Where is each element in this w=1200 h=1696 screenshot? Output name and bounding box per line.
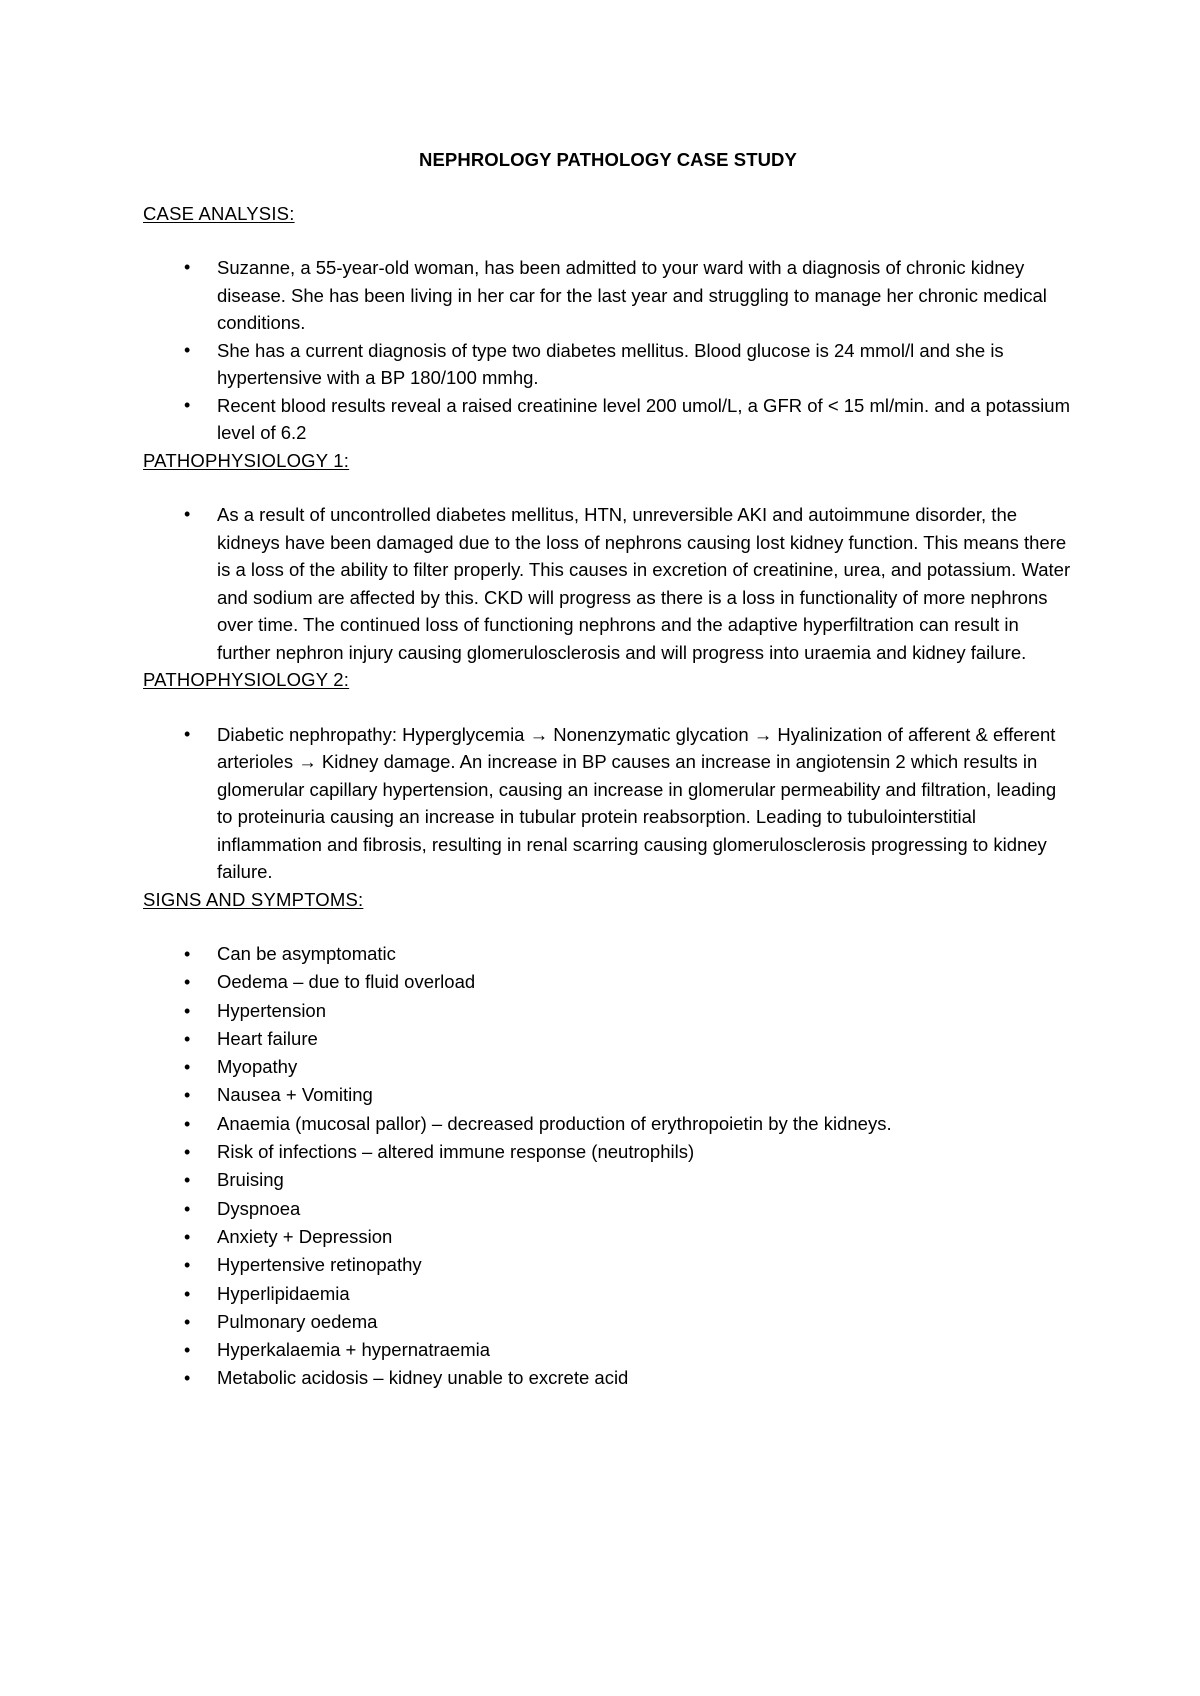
list-item: • Nausea + Vomiting	[143, 1081, 1073, 1109]
document-title: NEPHROLOGY PATHOLOGY CASE STUDY	[419, 149, 797, 170]
section-heading-case-analysis: CASE ANALYSIS:	[143, 202, 295, 224]
case-analysis-list	[143, 254, 1073, 447]
list-item: • Suzanne, a 55-year-old woman, has been admitted to your ward with a diagnosis of chronic kidney disease. She has been living in her car for the last year and struggling to manage her chronic medical conditions.	[143, 254, 1073, 337]
list-item: • Metabolic acidosis – kidney unable to excrete acid	[143, 1364, 1073, 1392]
document-content	[143, 146, 1073, 1393]
section-heading-pathophysiology-1: PATHOPHYSIOLOGY 1:	[143, 449, 350, 471]
list-item: • Hypertensive retinopathy	[143, 1251, 1073, 1279]
signs-and-symptoms-list	[143, 940, 1073, 1393]
list-item: • Hyperkalaemia + hypernatraemia	[143, 1336, 1073, 1364]
pathophysiology-1-list	[143, 501, 1073, 666]
list-item: • Diabetic nephropathy: Hyperglycemia → Nonenzymatic glycation → Hyalinization of afferent & efferent arterioles → Kidney damage. An increase in BP causes an increase in angiotensin 2 which results in glomerular capillary hypertension, causing an increase in glomerular permeability and filtration, leading to proteinuria causing an increase in tubular protein reabsorption. Leading to tubulointerstitial inflammation and fibrosis, resulting in renal scarring causing glomerulosclerosis progressing to kidney failure.	[143, 721, 1073, 886]
list-item: • She has a current diagnosis of type two diabetes mellitus. Blood glucose is 24 mmol/l and she is hypertensive with a BP 180/100 mmhg.	[143, 337, 1073, 392]
list-item: • Hyperlipidaemia	[143, 1280, 1073, 1308]
list-item: • Anxiety + Depression	[143, 1223, 1073, 1251]
list-item: • Anaemia (mucosal pallor) – decreased production of erythropoietin by the kidneys.	[143, 1110, 1073, 1138]
list-item: • Heart failure	[143, 1025, 1073, 1053]
pathophysiology-2-list	[143, 721, 1073, 886]
list-item: • Myopathy	[143, 1053, 1073, 1081]
list-item: • Hypertension	[143, 997, 1073, 1025]
section-heading-pathophysiology-2: PATHOPHYSIOLOGY 2:	[143, 669, 350, 690]
list-item: • Can be asymptomatic	[143, 940, 1073, 968]
list-item: • Risk of infections – altered immune response (neutrophils)	[143, 1138, 1073, 1166]
list-item: • Recent blood results reveal a raised creatinine level 200 umol/L, a GFR of < 15 ml/min. and a potassium level of 6.2	[143, 392, 1073, 447]
list-item: • Oedema – due to fluid overload	[143, 968, 1073, 996]
list-item: • Pulmonary oedema	[143, 1308, 1073, 1336]
list-item: • As a result of uncontrolled diabetes mellitus, HTN, unreversible AKI and autoimmune disorder, the kidneys have been damaged due to the loss of nephrons causing lost kidney function. This means there is a loss of the ability to filter properly. This causes in excretion of creatinine, urea, and potassium. Water and sodium are affected by this. CKD will progress as there is a loss in functionality of more nephrons over time. The continued loss of functioning nephrons and the adaptive hyperfiltration can result in further nephron injury causing glomerulosclerosis and will progress into uraemia and kidney failure.	[143, 501, 1073, 666]
list-item: • Dyspnoea	[143, 1195, 1073, 1223]
list-item: • Bruising	[143, 1166, 1073, 1194]
section-heading-signs-and-symptoms: SIGNS AND SYMPTOMS:	[143, 888, 364, 910]
